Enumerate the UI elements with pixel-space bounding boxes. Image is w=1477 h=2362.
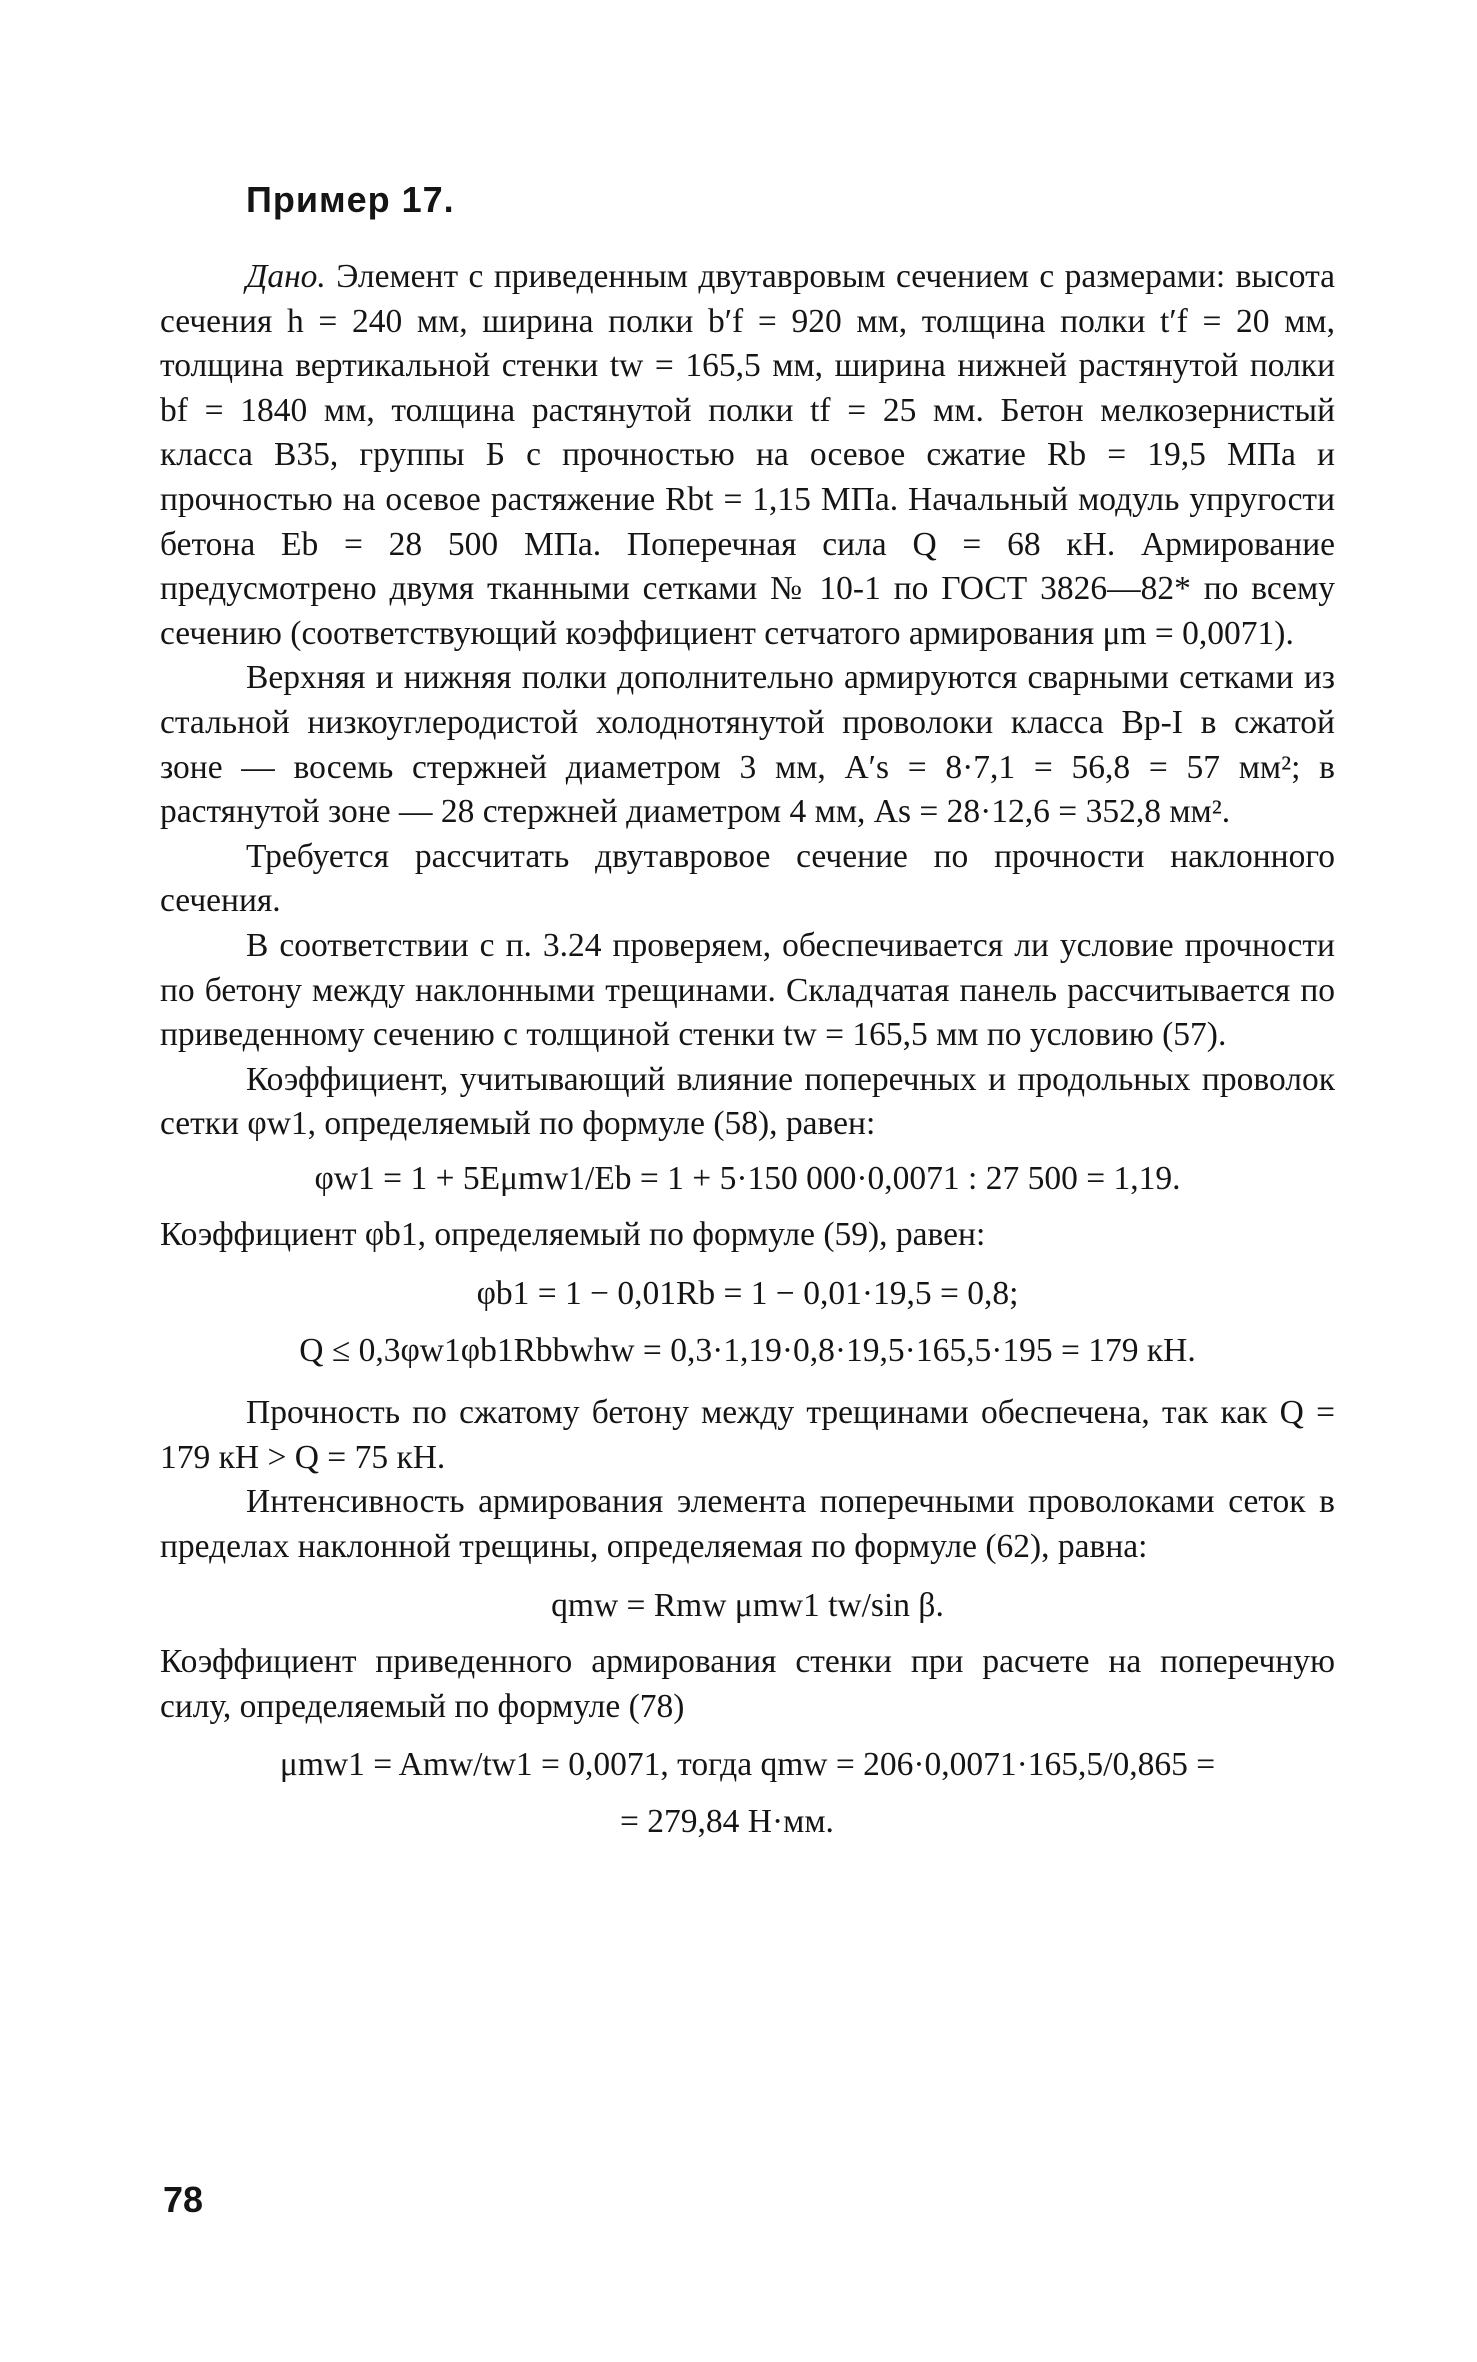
formula-phi-w1: φw1 = 1 + 5Eμmw1/Eb = 1 + 5·150 000·0,0071 : 27 500 = 1,19.: [314, 1159, 1181, 1197]
page-number: 78: [163, 2179, 204, 2220]
formula-result: = 279,84 Н·мм.: [620, 1803, 834, 1840]
paragraph-strength-ok: Прочность по сжатому бетону между трещинами обеспечена, так как Q = 179 кН > Q = 75 кН.: [160, 1394, 1335, 1476]
given-label: Дано.: [246, 258, 326, 295]
paragraph-check-condition: В соответствии с п. 3.24 проверяем, обеспечивается ли условие прочности по бетону между наклонными трещинами. Складчатая панель рассчитывается по приведенному сечению с толщиной стенки tw = 165,5 мм по условию (57).: [160, 926, 1335, 1054]
given-paragraph: [160, 255, 1335, 656]
page-body: [160, 175, 1335, 1857]
paragraph-coefficient-phi-b1: Коэффициент φb1, определяемый по формуле (59), равен:: [160, 1216, 986, 1254]
formula-mu-mw1: μmw1 = Amw/tw1 = 0,0071, тогда qmw = 206·0,0071·165,5/0,865 =: [279, 1746, 1216, 1784]
formula-q-mw: qmw = Rmw μmw1 tw/sin β.: [551, 1586, 944, 1624]
formula-q-condition: Q ≤ 0,3φw1φb1Rbbwhw = 0,3·1,19·0,8·19,5·165,5·195 = 179 кН.: [299, 1331, 1196, 1369]
paragraph-task: Требуется рассчитать двутавровое сечение по прочности наклонного сечения.: [160, 837, 1335, 920]
formula-phi-b1: φb1 = 1 − 0,01Rb = 1 − 0,01·19,5 = 0,8;: [476, 1275, 1019, 1313]
paragraph-reinforcement: Верхняя и нижняя полки дополнительно армируются сварными сетками из стальной низкоуглеродистой холоднотянутой проволоки класса Вр-I в сжатой зоне — восемь стержней диаметром 3 мм, A′s = 8·7,1 = 56,8 = 57 мм²; в растянутой зоне — 28 стержней диаметром 4 мм, As = 28·12,6 = 352,8 мм².: [160, 659, 1335, 831]
paragraph-intensity: Интенсивность армирования элемента поперечными проволоками сеток в пределах наклонной трещины, определяемая по формуле (62), равна:: [160, 1483, 1335, 1566]
example-heading: Пример 17.: [246, 179, 455, 220]
paragraph-reduced-coefficient: Коэффициент приведенного армирования стенки при расчете на поперечную силу, определяемый по формуле (78): [160, 1643, 1335, 1725]
given-text: Элемент с приведенным двутавровым сечением с размерами: высота сечения h = 240 мм, ширина полки b′f = 920 мм, толщина полки t′f = 20 мм, толщина вертикальной стенки tw = 165,5 мм, ширина нижней растянутой полки bf = 1840 мм, толщина растянутой полки tf = 25 мм. Бетон мелкозернистый класса В35, группы Б с прочностью на осевое сжатие Rb = 19,5 МПа и прочностью на осевое растяжение Rbt = 1,15 МПа. Начальный модуль упругости бетона Eb = 28 500 МПа. Поперечная сила Q = 68 кН. Армирование предусмотрено двумя тканными сетками № 10-1 по ГОСТ 3826—82* по всему сечению (соответствующий коэффициент сетчатого армирования μm = 0,0071).: [160, 258, 1335, 652]
paragraph-coefficient-phi-w1: Коэффициент, учитывающий влияние поперечных и продольных проволок сетки φw1, определяемый по формуле (58), равен:: [160, 1060, 1335, 1143]
